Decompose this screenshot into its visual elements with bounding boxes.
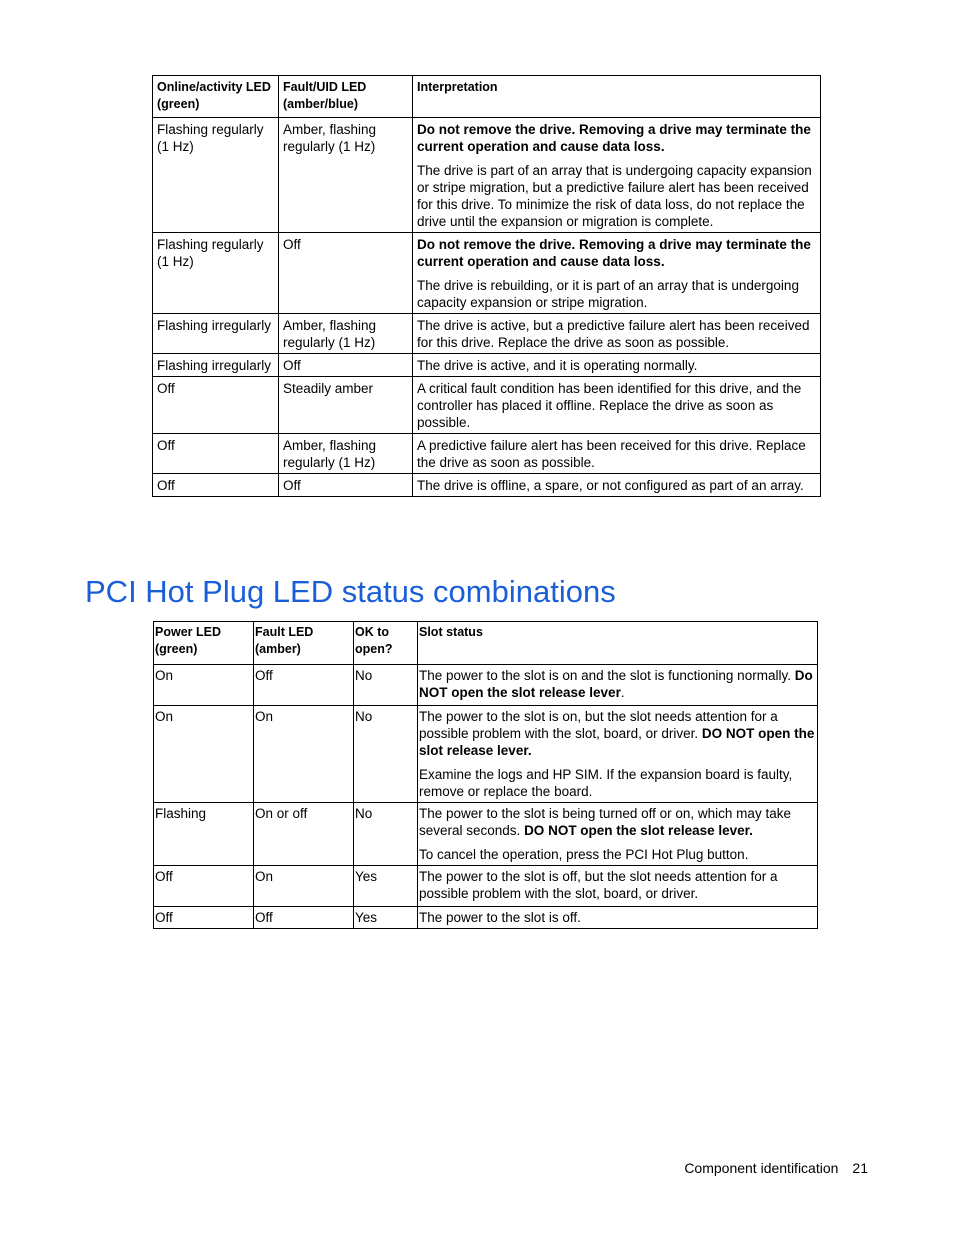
ok-cell: Yes (354, 866, 418, 907)
warning-text: Do NOT open the slot release lever (419, 668, 813, 700)
table-row (153, 314, 821, 354)
col-header-slot-status: Slot status (418, 622, 818, 665)
power-cell: On (154, 706, 254, 803)
interpretation-cell (413, 233, 821, 314)
interpretation-cell: A predictive failure alert has been received for this drive. Replace the drive as soon as possible. (413, 434, 821, 474)
fault-cell: Off (254, 665, 354, 706)
fault-cell: On (254, 706, 354, 803)
ok-cell: Yes (354, 907, 418, 929)
online-cell: Flashing irregularly (153, 314, 279, 354)
status-text: The power to the slot is being turned off or on, which may take several seconds. (419, 806, 791, 838)
interpretation-cell (413, 118, 821, 233)
fault-cell: On (254, 866, 354, 907)
interpretation-cell: The drive is offline, a spare, or not configured as part of an array. (413, 474, 821, 497)
online-cell: Flashing irregularly (153, 354, 279, 377)
table-row (154, 706, 818, 803)
interpretation-cell: A critical fault condition has been identified for this drive, and the controller has placed it offline. Replace the drive as soon as possible. (413, 377, 821, 434)
power-cell: Flashing (154, 803, 254, 866)
table-row (153, 474, 821, 497)
slot-status-text (419, 708, 816, 759)
fault-cell: On or off (254, 803, 354, 866)
page-footer (684, 1158, 868, 1178)
table-header-row (153, 76, 821, 118)
ok-cell: No (354, 665, 418, 706)
power-cell: On (154, 665, 254, 706)
warning-text: Do not remove the drive. Removing a drive may terminate the current operation and cause data loss. (417, 237, 811, 269)
online-cell: Off (153, 434, 279, 474)
fault-cell: Off (279, 233, 413, 314)
slot-status-cell: The power to the slot is off, but the slot needs attention for a possible problem with the slot, board, or driver. (418, 866, 818, 907)
col-header-online: Online/activity LED (green) (153, 76, 279, 118)
table-row (153, 434, 821, 474)
table-row (154, 907, 818, 929)
col-header-interpretation: Interpretation (413, 76, 821, 118)
online-cell: Flashing regularly (1 Hz) (153, 233, 279, 314)
status-text: The power to the slot is on and the slot is functioning normally. (419, 668, 795, 683)
online-cell: Off (153, 377, 279, 434)
power-cell: Off (154, 907, 254, 929)
warning-text: DO NOT open the slot release lever. (419, 726, 815, 758)
slot-status-note: Examine the logs and HP SIM. If the expansion board is faulty, remove or replace the board. (419, 767, 793, 799)
table-row (153, 354, 821, 377)
drive-led-table (152, 75, 821, 497)
fault-cell: Off (279, 474, 413, 497)
col-header-ok-to-open: OK to open? (354, 622, 418, 665)
slot-status-cell (418, 803, 818, 866)
section-heading: PCI Hot Plug LED status combinations (85, 574, 616, 609)
interpretation-text: The drive is part of an array that is undergoing capacity expansion or stripe migration, but a predictive failure alert has been received for this drive. To minimize the risk of data loss, do not replace the drive until the expansion or migration is complete. (417, 163, 812, 229)
slot-status-cell: The power to the slot is off. (418, 907, 818, 929)
fault-cell: Steadily amber (279, 377, 413, 434)
col-header-fault: Fault LED (amber) (254, 622, 354, 665)
pci-hot-plug-led-table (153, 621, 818, 929)
table-row (154, 665, 818, 706)
interpretation-cell: The drive is active, and it is operating normally. (413, 354, 821, 377)
table-row (154, 866, 818, 907)
slot-status-text (419, 667, 816, 701)
online-cell: Flashing regularly (1 Hz) (153, 118, 279, 233)
interpretation-cell: The drive is active, but a predictive failure alert has been received for this drive. Replace the drive as soon as possible. (413, 314, 821, 354)
table-row (153, 118, 821, 233)
ok-cell: No (354, 803, 418, 866)
fault-cell: Amber, flashing regularly (1 Hz) (279, 434, 413, 474)
ok-cell: No (354, 706, 418, 803)
col-header-fault: Fault/UID LED (amber/blue) (279, 76, 413, 118)
fault-cell: Off (279, 354, 413, 377)
status-text-end: . (620, 685, 625, 700)
slot-status-cell (418, 665, 818, 706)
table-row (153, 233, 821, 314)
slot-status-note: To cancel the operation, press the PCI Hot Plug button. (419, 847, 749, 862)
fault-cell: Off (254, 907, 354, 929)
power-cell: Off (154, 866, 254, 907)
fault-cell: Amber, flashing regularly (1 Hz) (279, 118, 413, 233)
page-number: 21 (852, 1160, 868, 1176)
warning-text: Do not remove the drive. Removing a drive may terminate the current operation and cause data loss. (417, 122, 811, 154)
slot-status-cell (418, 706, 818, 803)
slot-status-text (419, 805, 816, 839)
footer-section-title: Component identification (684, 1160, 839, 1176)
online-cell: Off (153, 474, 279, 497)
table-row (153, 377, 821, 434)
fault-cell: Amber, flashing regularly (1 Hz) (279, 314, 413, 354)
status-text: The power to the slot is on, but the slot needs attention for a possible problem with the slot, board, or driver. (419, 709, 778, 741)
table-row (154, 803, 818, 866)
col-header-power: Power LED (green) (154, 622, 254, 665)
warning-text: DO NOT open the slot release lever. (524, 823, 753, 838)
interpretation-text: The drive is rebuilding, or it is part of an array that is undergoing capacity expansion or stripe migration. (417, 278, 799, 310)
table-header-row (154, 622, 818, 665)
